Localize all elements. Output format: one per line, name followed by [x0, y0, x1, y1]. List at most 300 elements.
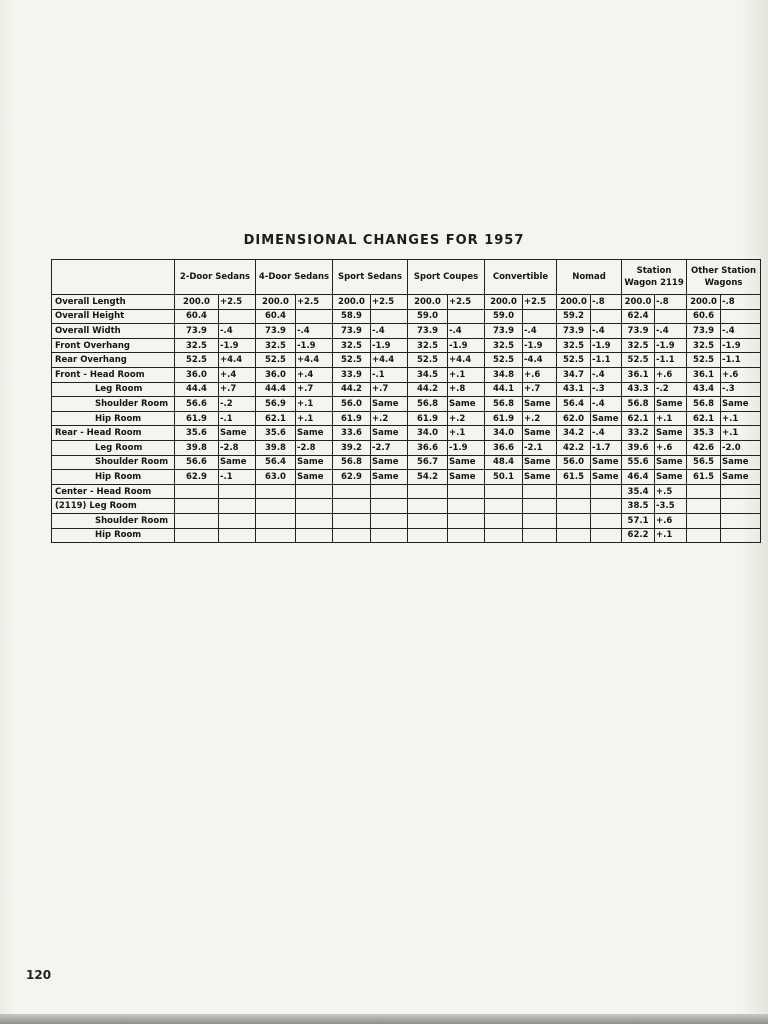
- dimension-value: 56.8: [622, 397, 655, 412]
- change-value: [523, 513, 557, 528]
- dimension-value: 50.1: [485, 470, 523, 485]
- table-row: [52, 455, 761, 470]
- dimension-value: 61.9: [485, 411, 523, 426]
- change-value: -3.5: [655, 499, 687, 514]
- change-value: [721, 499, 761, 514]
- dimension-value: 48.4: [485, 455, 523, 470]
- change-value: +2.5: [448, 295, 485, 310]
- change-value: -.4: [655, 324, 687, 339]
- change-value: -.3: [721, 382, 761, 397]
- column-header: 2-Door Sedans: [175, 260, 256, 295]
- dimension-value: 62.1: [687, 411, 721, 426]
- dimension-value: 52.5: [485, 353, 523, 368]
- dimension-value: 73.9: [175, 324, 219, 339]
- change-value: Same: [721, 455, 761, 470]
- change-value: +.6: [721, 367, 761, 382]
- change-value: +.8: [448, 382, 485, 397]
- change-value: -2.7: [371, 440, 408, 455]
- dimension-value: [408, 484, 448, 499]
- column-header: Sport Coupes: [408, 260, 485, 295]
- dimension-value: 61.9: [333, 411, 371, 426]
- table-row: [52, 528, 761, 543]
- dimension-value: 36.6: [485, 440, 523, 455]
- dimension-value: [333, 513, 371, 528]
- change-value: -.1: [371, 367, 408, 382]
- row-label: Leg Room: [52, 382, 175, 397]
- change-value: Same: [296, 426, 333, 441]
- dimension-value: 62.1: [256, 411, 296, 426]
- table-row: [52, 309, 761, 324]
- change-value: [655, 309, 687, 324]
- change-value: -2.0: [721, 440, 761, 455]
- change-value: -.2: [655, 382, 687, 397]
- dimension-value: [175, 499, 219, 514]
- dimension-value: 61.5: [687, 470, 721, 485]
- change-value: [523, 309, 557, 324]
- dimension-value: 73.9: [333, 324, 371, 339]
- change-value: -.1: [219, 411, 256, 426]
- change-value: [296, 484, 333, 499]
- dimension-value: 33.6: [333, 426, 371, 441]
- dimension-value: 55.6: [622, 455, 655, 470]
- change-value: -2.8: [296, 440, 333, 455]
- change-value: [721, 528, 761, 543]
- dimension-value: [333, 484, 371, 499]
- dimension-value: [557, 513, 591, 528]
- change-value: -.8: [721, 295, 761, 310]
- dimension-value: 73.9: [687, 324, 721, 339]
- change-value: Same: [591, 411, 622, 426]
- dimension-value: [256, 528, 296, 543]
- dimension-value: 32.5: [622, 338, 655, 353]
- dimension-value: 61.5: [557, 470, 591, 485]
- dimension-value: 61.9: [175, 411, 219, 426]
- change-value: Same: [523, 426, 557, 441]
- dimension-value: [408, 528, 448, 543]
- column-header: Convertible: [485, 260, 557, 295]
- change-value: [296, 309, 333, 324]
- row-label: Front Overhang: [52, 338, 175, 353]
- dimension-value: 73.9: [557, 324, 591, 339]
- change-value: +2.5: [523, 295, 557, 310]
- dimension-value: 200.0: [408, 295, 448, 310]
- dimension-value: [687, 499, 721, 514]
- change-value: +4.4: [448, 353, 485, 368]
- dimension-value: 34.2: [557, 426, 591, 441]
- change-value: [448, 484, 485, 499]
- dimension-value: 32.5: [408, 338, 448, 353]
- dimension-value: 200.0: [256, 295, 296, 310]
- table-row: [52, 426, 761, 441]
- dimension-value: 39.6: [622, 440, 655, 455]
- change-value: [371, 309, 408, 324]
- dimension-value: 36.1: [622, 367, 655, 382]
- change-value: -.1: [219, 470, 256, 485]
- change-value: -1.9: [655, 338, 687, 353]
- change-value: Same: [523, 470, 557, 485]
- change-value: [371, 484, 408, 499]
- table-row: [52, 367, 761, 382]
- change-value: -1.9: [448, 338, 485, 353]
- change-value: [219, 499, 256, 514]
- change-value: [448, 499, 485, 514]
- dimension-value: 200.0: [175, 295, 219, 310]
- change-value: +4.4: [296, 353, 333, 368]
- change-value: Same: [591, 455, 622, 470]
- row-label: Overall Width: [52, 324, 175, 339]
- change-value: Same: [448, 397, 485, 412]
- dimension-value: 42.2: [557, 440, 591, 455]
- dimension-value: 36.0: [256, 367, 296, 382]
- dimension-value: 34.0: [485, 426, 523, 441]
- row-label: Shoulder Room: [52, 397, 175, 412]
- table-row: [52, 338, 761, 353]
- dimension-value: 33.2: [622, 426, 655, 441]
- table-row: [52, 470, 761, 485]
- change-value: -.4: [591, 397, 622, 412]
- change-value: Same: [721, 470, 761, 485]
- dimension-value: 54.2: [408, 470, 448, 485]
- dimension-value: 56.8: [485, 397, 523, 412]
- change-value: [448, 513, 485, 528]
- dimension-value: 44.4: [256, 382, 296, 397]
- dimension-value: [256, 513, 296, 528]
- change-value: -.4: [591, 367, 622, 382]
- change-value: +.2: [448, 411, 485, 426]
- change-value: +.1: [721, 426, 761, 441]
- dimension-value: 52.5: [687, 353, 721, 368]
- dimension-value: 52.5: [622, 353, 655, 368]
- change-value: +.7: [219, 382, 256, 397]
- table-row: [52, 411, 761, 426]
- table-row: [52, 484, 761, 499]
- dimension-value: 56.6: [175, 455, 219, 470]
- dimension-value: [557, 484, 591, 499]
- table-row: [52, 324, 761, 339]
- dimension-value: 39.8: [256, 440, 296, 455]
- change-value: Same: [448, 470, 485, 485]
- dimension-value: 43.4: [687, 382, 721, 397]
- dimension-value: 43.1: [557, 382, 591, 397]
- dimension-value: 35.6: [256, 426, 296, 441]
- dimension-value: 200.0: [622, 295, 655, 310]
- change-value: -1.7: [591, 440, 622, 455]
- change-value: [296, 499, 333, 514]
- change-value: Same: [448, 455, 485, 470]
- dimension-value: 63.0: [256, 470, 296, 485]
- table-body: [52, 295, 761, 543]
- change-value: +.2: [523, 411, 557, 426]
- change-value: +.7: [523, 382, 557, 397]
- dimension-value: 56.0: [333, 397, 371, 412]
- change-value: Same: [371, 455, 408, 470]
- dimension-value: [557, 528, 591, 543]
- change-value: [371, 499, 408, 514]
- change-value: -.4: [591, 324, 622, 339]
- change-value: [219, 513, 256, 528]
- row-label: Rear - Head Room: [52, 426, 175, 441]
- dimension-value: 34.7: [557, 367, 591, 382]
- change-value: [371, 513, 408, 528]
- dimension-value: 62.9: [333, 470, 371, 485]
- change-value: Same: [655, 470, 687, 485]
- dimension-value: [175, 484, 219, 499]
- dimension-value: 34.0: [408, 426, 448, 441]
- change-value: -.4: [296, 324, 333, 339]
- dimension-value: 73.9: [485, 324, 523, 339]
- dimension-value: 200.0: [485, 295, 523, 310]
- change-value: +.6: [655, 440, 687, 455]
- change-value: Same: [296, 455, 333, 470]
- change-value: -.8: [591, 295, 622, 310]
- change-value: +2.5: [219, 295, 256, 310]
- dimension-value: 59.0: [408, 309, 448, 324]
- change-value: Same: [219, 455, 256, 470]
- change-value: [591, 513, 622, 528]
- dimension-value: [333, 499, 371, 514]
- change-value: -4.4: [523, 353, 557, 368]
- dimension-value: 52.5: [175, 353, 219, 368]
- dimension-value: 36.6: [408, 440, 448, 455]
- dimension-value: 56.4: [557, 397, 591, 412]
- dimension-value: 56.5: [687, 455, 721, 470]
- row-label: Front - Head Room: [52, 367, 175, 382]
- column-header: Sport Sedans: [333, 260, 408, 295]
- change-value: +.7: [371, 382, 408, 397]
- change-value: [219, 528, 256, 543]
- dimension-value: 56.9: [256, 397, 296, 412]
- change-value: [219, 484, 256, 499]
- dimension-value: 52.5: [256, 353, 296, 368]
- dimension-value: 60.4: [256, 309, 296, 324]
- page-number: 120: [26, 968, 52, 982]
- dimension-value: [485, 499, 523, 514]
- dimension-value: 56.6: [175, 397, 219, 412]
- table-row: [52, 353, 761, 368]
- row-label: (2119) Leg Room: [52, 499, 175, 514]
- change-value: +.6: [655, 367, 687, 382]
- change-value: +2.5: [371, 295, 408, 310]
- table-row: [52, 382, 761, 397]
- dimension-value: 32.5: [485, 338, 523, 353]
- change-value: Same: [655, 426, 687, 441]
- change-value: [448, 309, 485, 324]
- change-value: [523, 499, 557, 514]
- change-value: -1.9: [721, 338, 761, 353]
- change-value: [721, 309, 761, 324]
- change-value: -2.1: [523, 440, 557, 455]
- dimension-value: [557, 499, 591, 514]
- dimension-value: [408, 499, 448, 514]
- page-bottom-edge: [0, 1014, 768, 1024]
- change-value: -.4: [721, 324, 761, 339]
- dimension-value: 34.5: [408, 367, 448, 382]
- change-value: -1.9: [591, 338, 622, 353]
- change-value: +.7: [296, 382, 333, 397]
- row-label: Overall Length: [52, 295, 175, 310]
- change-value: [523, 484, 557, 499]
- dimension-value: 56.7: [408, 455, 448, 470]
- dimension-value: 32.5: [256, 338, 296, 353]
- row-label: Hip Room: [52, 528, 175, 543]
- column-header: Nomad: [557, 260, 622, 295]
- change-value: -.4: [448, 324, 485, 339]
- row-label: Center - Head Room: [52, 484, 175, 499]
- dimension-value: 61.9: [408, 411, 448, 426]
- change-value: Same: [655, 455, 687, 470]
- dimension-value: 73.9: [256, 324, 296, 339]
- table-row: [52, 397, 761, 412]
- change-value: [523, 528, 557, 543]
- change-value: Same: [371, 426, 408, 441]
- dimension-value: 56.8: [687, 397, 721, 412]
- change-value: -1.9: [448, 440, 485, 455]
- change-value: Same: [296, 470, 333, 485]
- dimension-value: 62.4: [622, 309, 655, 324]
- dimension-value: 73.9: [622, 324, 655, 339]
- dimension-value: 200.0: [687, 295, 721, 310]
- change-value: +.1: [296, 397, 333, 412]
- change-value: [721, 513, 761, 528]
- dimension-value: 44.1: [485, 382, 523, 397]
- dimension-value: 32.5: [333, 338, 371, 353]
- change-value: +.4: [296, 367, 333, 382]
- row-label: Shoulder Room: [52, 455, 175, 470]
- dimension-value: 56.4: [256, 455, 296, 470]
- row-label: Hip Room: [52, 411, 175, 426]
- change-value: -1.1: [721, 353, 761, 368]
- dimension-value: 39.8: [175, 440, 219, 455]
- dimension-value: 36.0: [175, 367, 219, 382]
- dimension-value: 38.5: [622, 499, 655, 514]
- change-value: -2.8: [219, 440, 256, 455]
- dimension-value: 44.2: [408, 382, 448, 397]
- dimension-value: [256, 499, 296, 514]
- change-value: [721, 484, 761, 499]
- dimension-value: 44.2: [333, 382, 371, 397]
- change-value: -.4: [219, 324, 256, 339]
- change-value: +4.4: [371, 353, 408, 368]
- dimension-value: [687, 513, 721, 528]
- change-value: +.1: [296, 411, 333, 426]
- change-value: -.8: [655, 295, 687, 310]
- row-label: Overall Height: [52, 309, 175, 324]
- dimension-value: 44.4: [175, 382, 219, 397]
- dimension-value: 32.5: [687, 338, 721, 353]
- change-value: [591, 484, 622, 499]
- dimension-value: [687, 484, 721, 499]
- dimension-value: 33.9: [333, 367, 371, 382]
- dimension-value: 34.8: [485, 367, 523, 382]
- change-value: +2.5: [296, 295, 333, 310]
- change-value: -1.9: [296, 338, 333, 353]
- dimension-value: 62.0: [557, 411, 591, 426]
- change-value: Same: [371, 470, 408, 485]
- row-label: Shoulder Room: [52, 513, 175, 528]
- change-value: Same: [219, 426, 256, 441]
- dimension-value: 36.1: [687, 367, 721, 382]
- change-value: Same: [721, 397, 761, 412]
- dimension-value: [408, 513, 448, 528]
- change-value: [591, 499, 622, 514]
- change-value: -.4: [591, 426, 622, 441]
- change-value: [296, 528, 333, 543]
- dimension-value: 35.3: [687, 426, 721, 441]
- change-value: Same: [523, 397, 557, 412]
- change-value: [591, 309, 622, 324]
- table-row: [52, 499, 761, 514]
- dimension-value: 35.6: [175, 426, 219, 441]
- dimension-value: [175, 528, 219, 543]
- dimension-value: 56.8: [408, 397, 448, 412]
- dimension-value: [175, 513, 219, 528]
- change-value: +.1: [655, 411, 687, 426]
- page-title: DIMENSIONAL CHANGES FOR 1957: [243, 233, 525, 248]
- table-row: [52, 513, 761, 528]
- change-value: +.6: [655, 513, 687, 528]
- dimension-value: [485, 484, 523, 499]
- change-value: [219, 309, 256, 324]
- change-value: +.2: [371, 411, 408, 426]
- dimension-value: 73.9: [408, 324, 448, 339]
- table-row: [52, 295, 761, 310]
- header-blank-cell: [52, 260, 175, 295]
- dimension-value: 57.1: [622, 513, 655, 528]
- change-value: [591, 528, 622, 543]
- dimension-value: 52.5: [557, 353, 591, 368]
- change-value: +.1: [448, 426, 485, 441]
- change-value: -1.1: [591, 353, 622, 368]
- dimension-value: 32.5: [175, 338, 219, 353]
- dimension-value: 58.9: [333, 309, 371, 324]
- dimension-value: 52.5: [408, 353, 448, 368]
- change-value: +.5: [655, 484, 687, 499]
- dimension-value: 42.6: [687, 440, 721, 455]
- dimensions-table: [51, 259, 761, 543]
- dimension-value: 200.0: [333, 295, 371, 310]
- dimension-value: 46.4: [622, 470, 655, 485]
- change-value: +.6: [523, 367, 557, 382]
- change-value: Same: [591, 470, 622, 485]
- change-value: -1.1: [655, 353, 687, 368]
- dimension-value: 39.2: [333, 440, 371, 455]
- change-value: +4.4: [219, 353, 256, 368]
- dimension-value: [687, 528, 721, 543]
- dimension-value: 200.0: [557, 295, 591, 310]
- change-value: Same: [371, 397, 408, 412]
- change-value: Same: [655, 397, 687, 412]
- change-value: +.1: [721, 411, 761, 426]
- change-value: Same: [523, 455, 557, 470]
- dimension-value: [485, 513, 523, 528]
- dimension-value: 32.5: [557, 338, 591, 353]
- dimension-value: 56.8: [333, 455, 371, 470]
- dimension-value: 62.9: [175, 470, 219, 485]
- dimension-value: 59.0: [485, 309, 523, 324]
- change-value: [448, 528, 485, 543]
- row-label: Leg Room: [52, 440, 175, 455]
- dimension-value: 59.2: [557, 309, 591, 324]
- column-header: Station Wagon 2119: [622, 260, 687, 295]
- dimension-value: 60.4: [175, 309, 219, 324]
- dimension-value: 60.6: [687, 309, 721, 324]
- change-value: +.1: [655, 528, 687, 543]
- dimension-value: [485, 528, 523, 543]
- change-value: -1.9: [371, 338, 408, 353]
- column-header: 4-Door Sedans: [256, 260, 333, 295]
- dimension-value: [256, 484, 296, 499]
- table-row: [52, 440, 761, 455]
